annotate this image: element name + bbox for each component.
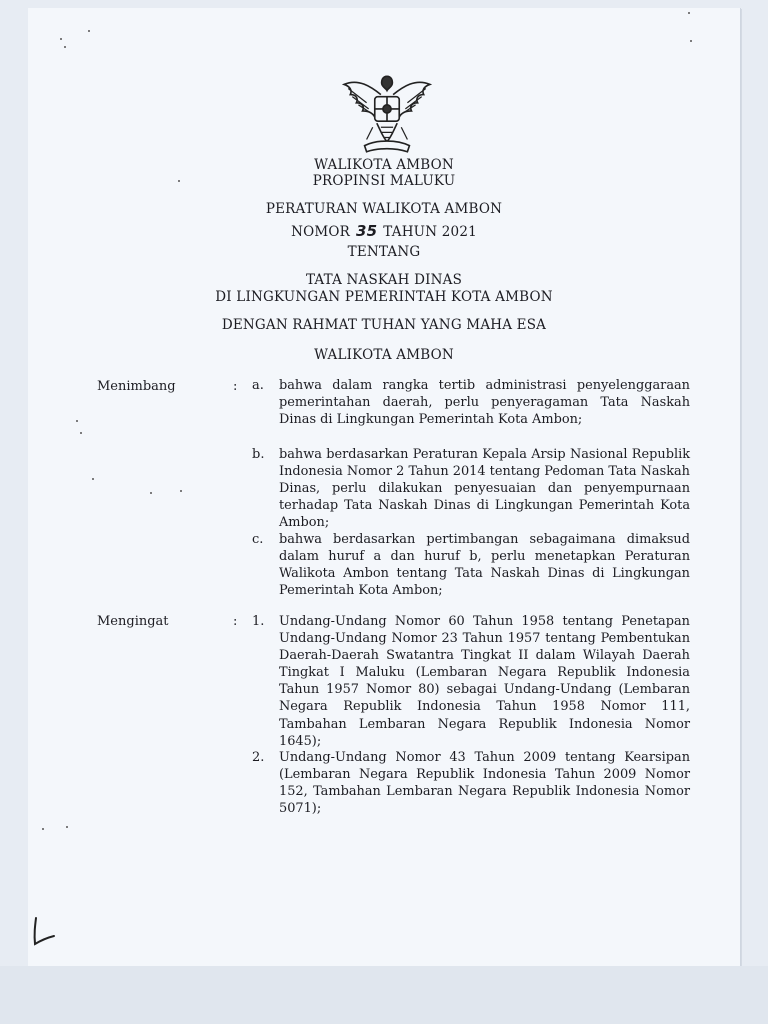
- mengingat-colon: :: [233, 614, 238, 629]
- garuda-emblem-icon: [336, 68, 438, 160]
- menimbang-item-c: bahwa berdasarkan pertimbangan sebagaimana dimaksud dalam huruf a dan huruf b, perlu menetapkan Peraturan Walikota Ambon tentang Tata Naskah Dinas di Lingkungan Pemerintah Kota Ambon;: [279, 532, 690, 599]
- nomor-year: TAHUN 2021: [383, 224, 477, 240]
- menimbang-marker-c: c.: [252, 532, 264, 547]
- mengingat-item-2: Undang-Undang Nomor 43 Tahun 2009 tentang Kearsipan (Lembaran Negara Republik Indonesia Tahun 2009 Nomor 152, Tambahan Lembaran Negara Republik Indonesia Nomor 5071);: [279, 750, 690, 817]
- header-title: WALIKOTA AMBON: [314, 157, 454, 173]
- mengingat-marker-1: 1.: [252, 614, 265, 629]
- menimbang-label: Menimbang: [97, 379, 176, 394]
- mengingat-label: Mengingat: [97, 614, 169, 629]
- authority: WALIKOTA AMBON: [314, 347, 454, 363]
- nomor-number: 35: [356, 222, 378, 240]
- subject-line-1: TATA NASKAH DINAS: [305, 272, 463, 288]
- scan-margin: [0, 966, 768, 1024]
- menimbang-marker-a: a.: [252, 378, 264, 393]
- handwritten-mark-icon: [26, 914, 62, 948]
- menimbang-marker-b: b.: [252, 447, 265, 462]
- mengingat-marker-2: 2.: [252, 750, 265, 765]
- menimbang-item-a: bahwa dalam rangka tertib administrasi penyelenggaraan pemerintahan daerah, perlu penyeragaman Tata Naskah Dinas di Lingkungan Pemerintah Kota Ambon;: [279, 378, 690, 428]
- header-province: PROPINSI MALUKU: [312, 173, 456, 189]
- tentang-label: TENTANG: [347, 244, 421, 260]
- menimbang-colon: :: [233, 379, 238, 394]
- regulation-number: [0, 222, 768, 240]
- mengingat-item-1: Undang-Undang Nomor 60 Tahun 1958 tentang Penetapan Undang-Undang Nomor 23 Tahun 1957 tentang Pembentukan Daerah-Daerah Swatantra Tingkat II dalam Wilayah Daerah Tingkat I Maluku (Lembaran Negara Republik Indonesia Tahun 1957 Nomor 80) sebagai Undang-Undang (Lembaran Negara Republik Indonesia Tahun 1958 Nomor 111, Tambahan Lembaran Negara Republik Indonesia Nomor 1645);: [279, 614, 690, 749]
- nomor-prefix: NOMOR: [291, 224, 350, 240]
- menimbang-item-b: bahwa berdasarkan Peraturan Kepala Arsip Nasional Republik Indonesia Nomor 2 Tahun 2014 tentang Pedoman Tata Naskah Dinas, perlu dilakukan penyesuaian dan penyempurnaan terhadap Tata Naskah Dinas di Lingkungan Pemerintah Kota Ambon;: [279, 447, 690, 531]
- regulation-title: PERATURAN WALIKOTA AMBON: [265, 201, 503, 217]
- invocation: DENGAN RAHMAT TUHAN YANG MAHA ESA: [221, 317, 547, 333]
- subject-line-2: DI LINGKUNGAN PEMERINTAH KOTA AMBON: [215, 289, 553, 305]
